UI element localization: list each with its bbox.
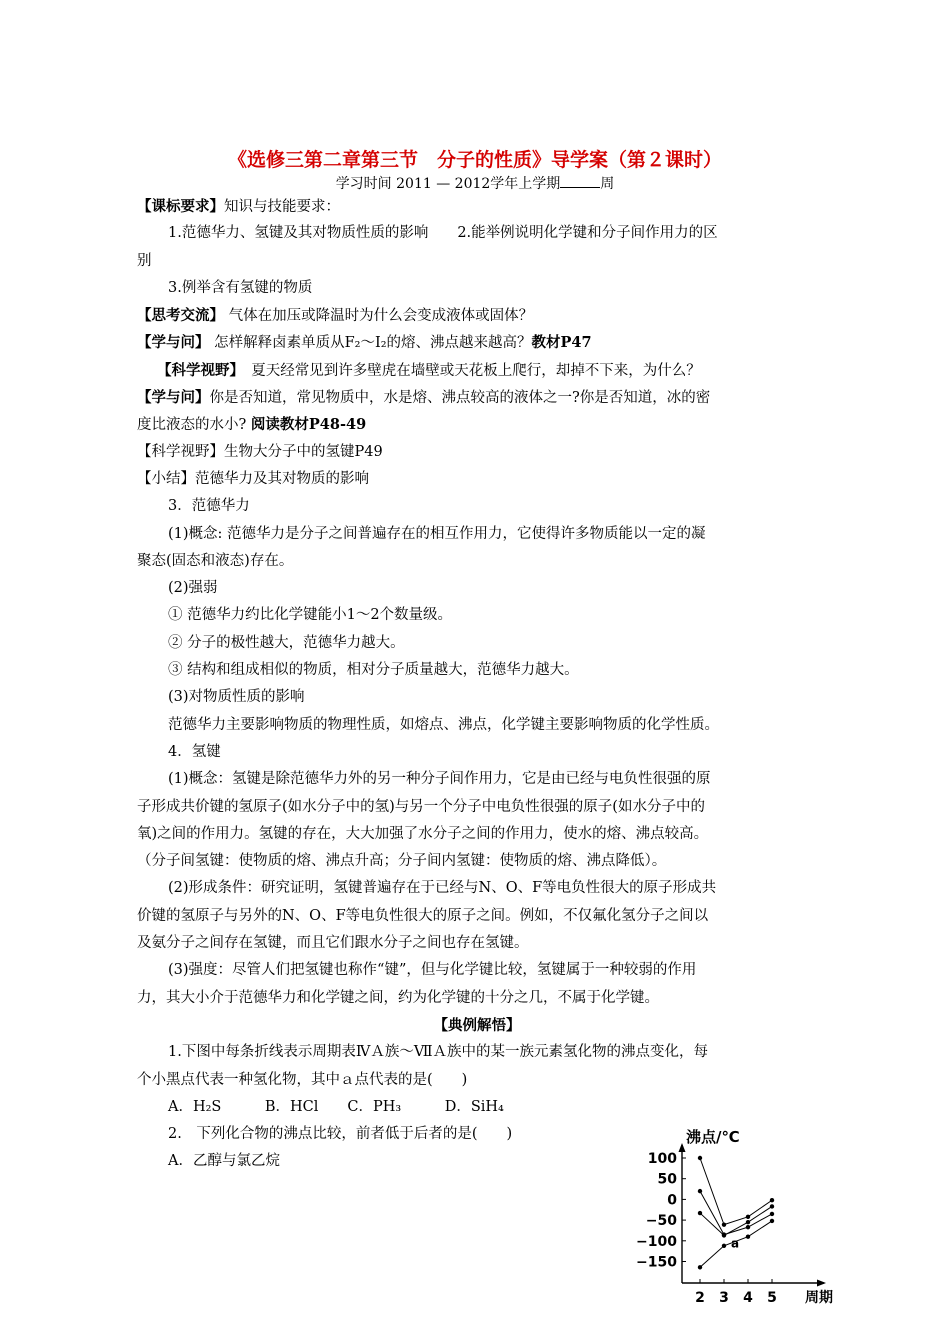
text-line: 【小结】范德华力及其对物质的影响	[137, 470, 369, 487]
data-point	[722, 1233, 726, 1237]
section-head: 【学与问】	[137, 334, 210, 352]
text-line: (1)概念: 范德华力是分子之间普遍存在的相互作用力，它使得许多物质能以一定的凝	[168, 525, 706, 542]
y-tick-label: 100	[647, 1151, 677, 1167]
line-read	[137, 411, 817, 438]
data-point	[698, 1156, 702, 1160]
x-axis-label: 周期	[805, 1290, 833, 1306]
study-time	[0, 173, 950, 193]
text-line: 范德华力主要影响物质的物理性质，如熔点、沸点，化学键主要影响物质的化学性质。	[168, 716, 719, 733]
series-line	[700, 1158, 772, 1225]
x-axis-arrow	[817, 1280, 826, 1287]
text-line: (2)形成条件：研究证明，氢键普遍存在于已经与N、O、F等电负性很大的原子形成共	[168, 880, 717, 897]
line-curriculum	[137, 193, 817, 220]
section-head: 【课标要求】	[137, 198, 224, 215]
data-point	[770, 1212, 774, 1216]
question-2-option-a: A．乙醇与氯乙烷	[168, 1153, 280, 1170]
line-ask	[137, 329, 817, 356]
boiling-point-chart	[630, 1120, 850, 1310]
y-tick-label: −150	[636, 1254, 677, 1271]
data-point	[698, 1265, 702, 1269]
data-point	[722, 1222, 726, 1226]
study-time-prefix: 学习时间 2011 — 2012学年上学期	[335, 176, 561, 192]
examples-heading: 【典例解悟】	[433, 1016, 521, 1034]
text-line: (2)强弱	[168, 580, 218, 597]
x-tick-label: 2	[695, 1290, 705, 1306]
data-point	[770, 1219, 774, 1223]
data-point	[698, 1189, 702, 1193]
line-ask-2	[137, 384, 817, 411]
x-tick-label: 4	[743, 1290, 753, 1306]
text-line: 【科学视野】生物大分子中的氢键P49	[137, 443, 383, 460]
text-line: 子形成共价键的氢原子(如水分子中的氢)与另一个分子中电负性很强的原子(如水分子中的	[137, 798, 705, 815]
data-point	[746, 1215, 750, 1219]
y-axis-label: 沸点/℃	[686, 1128, 740, 1146]
text-line: 价键的氢原子与另外的N、O、F等电负性很大的原子之间。例如，不仅氟化氢分子之间以	[137, 907, 709, 924]
text-line: （分子间氢键：使物质的熔、沸点升高；分子间内氢键：使物质的熔、沸点降低）。	[137, 853, 667, 870]
data-point	[746, 1220, 750, 1224]
data-point	[698, 1211, 702, 1215]
text-line: 4．氢键	[168, 743, 221, 760]
y-tick-label: 50	[657, 1171, 677, 1188]
text-line: ② 分子的极性越大，范德华力越大。	[168, 634, 405, 651]
question-1-options: A．H₂S B．HCl C．PH₃ D．SiH₄	[168, 1098, 504, 1115]
text-line: 氧)之间的作用力。氢键的存在，大大加强了水分子之间的作用力，使水的熔、沸点较高。	[137, 825, 709, 842]
text-line: ③ 结构和组成相似的物质，相对分子质量越大，范德华力越大。	[168, 662, 579, 679]
text-line: (3)强度：尽管人们把氢键也称作“键”，但与化学键比较，氢键属于一种较弱的作用	[168, 962, 697, 979]
text-line: (1)概念：氢键是除范德华力外的另一种分子间作用力，它是由已经与电负性很强的原	[168, 771, 711, 788]
section-head: 【学与问】	[137, 389, 210, 407]
x-tick-label: 3	[719, 1290, 729, 1306]
question-1: 1.下图中每条折线表示周期表ⅣＡ族～ⅦＡ族中的某一族元素氢化物的沸点变化，每	[168, 1044, 709, 1061]
point-a-label: a	[731, 1236, 740, 1251]
y-tick-label: −50	[645, 1213, 677, 1230]
question-2: 2. 下列化合物的沸点比较，前者低于后者的是( )	[168, 1126, 513, 1143]
text-line: (3)对物质性质的影响	[168, 689, 305, 706]
text-line: 个小黑点代表一种氢化物，其中ａ点代表的是( )	[137, 1071, 468, 1088]
section-text: 你是否知道，常见物质中，水是熔、沸点较高的液体之一?你是否知道，冰的密	[209, 390, 711, 407]
data-point	[722, 1244, 726, 1248]
line-think	[137, 302, 817, 329]
text-line: 3．范德华力	[168, 498, 250, 515]
y-axis-arrow	[679, 1143, 686, 1152]
week-blank	[560, 175, 600, 188]
y-tick-label: 0	[667, 1192, 677, 1209]
data-point	[746, 1234, 750, 1238]
textbook-ref: 教材P47	[531, 334, 592, 352]
line-science	[137, 357, 817, 384]
section-text: 知识与技能要求：	[224, 199, 340, 215]
y-tick-labels	[636, 1151, 686, 1271]
document-body	[137, 193, 817, 1176]
text-line: 3.例举含有氢键的物质	[168, 279, 313, 296]
section-head: 【科学视野】	[157, 361, 237, 379]
section-text: 夏天经常见到许多壁虎在墙壁或天花板上爬行，却掉不下来，为什么？	[236, 362, 701, 379]
study-time-suffix: 周	[600, 176, 615, 192]
section-head: 【思考交流】	[137, 307, 224, 325]
y-tick-label: −100	[636, 1233, 677, 1250]
data-point	[770, 1198, 774, 1202]
section-text: 怎样解释卤素单质从F₂～I₂的熔、沸点越来越高？	[209, 335, 532, 352]
page-title: 《选修三第二章第三节 分子的性质》导学案（第２课时）	[227, 149, 722, 171]
textbook-ref: 阅读教材P48-49	[250, 416, 367, 434]
text-line: 聚态(固态和液态)存在。	[137, 552, 294, 569]
text-line: 1.范德华力、氢键及其对物质性质的影响 2.能举例说明化学键和分子间作用力的区	[168, 225, 718, 242]
section-text: 气体在加压或降温时为什么会变成液体或固体？	[224, 308, 534, 325]
text-line: 别	[137, 252, 152, 269]
x-tick-label: 5	[767, 1290, 777, 1306]
text-line: 及氨分子之间存在氢键，而且它们跟水分子之间也存在氢键。	[137, 935, 529, 952]
data-point	[770, 1204, 774, 1208]
section-text: 度比液态的水小?	[137, 417, 251, 434]
text-line: ① 范德华力约比化学键能小1～2个数量级。	[168, 607, 453, 624]
chart-series	[698, 1156, 774, 1270]
text-line: 力，其大小介于范德华力和化学键之间，约为化学键的十分之几，不属于化学键。	[137, 989, 659, 1006]
data-point	[746, 1225, 750, 1229]
